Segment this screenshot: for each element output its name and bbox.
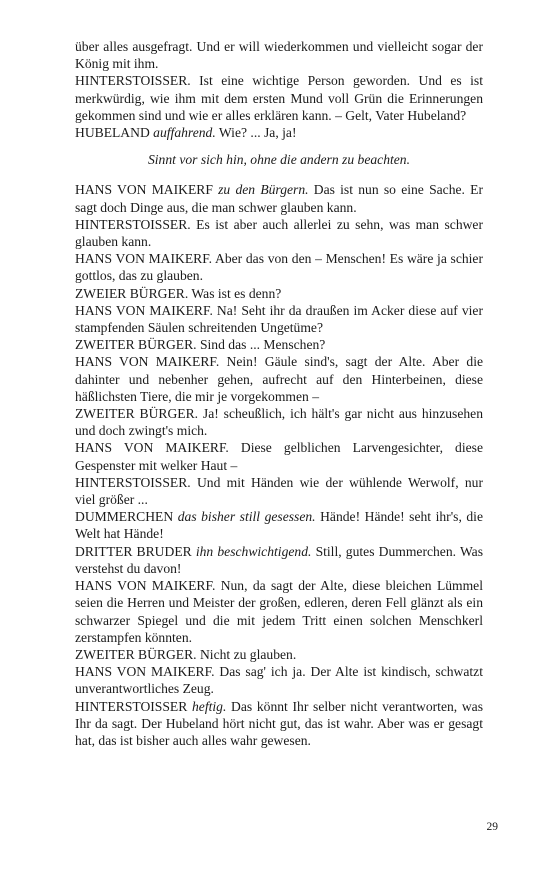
paragraph: ZWEIER BÜRGER. Was ist es denn? bbox=[75, 285, 282, 301]
paragraph: ZWEITER BÜRGER. Ja! scheußlich, ich hält's gar nicht aus hinzusehen und doch zwingt's mich. bbox=[75, 406, 483, 439]
paragraph: ZWEITER BÜRGER. Nicht zu glauben. bbox=[75, 646, 297, 662]
stage-note: zu den Bürgern. bbox=[218, 182, 309, 198]
paragraph: HUBELAND auffahrend. Wie? ... Ja, ja! bbox=[75, 125, 297, 141]
stage-note: auffahrend. bbox=[153, 125, 216, 141]
paragraph: HINTERSTOISSER. Und mit Händen wie der wühlende Werwolf, nur viel größer ... bbox=[75, 474, 483, 508]
stage-note: ihn beschwichtigend. bbox=[195, 543, 312, 559]
paragraph: HANS VON MAIKERF. Na! Seht ihr da draußen im Acker diese auf vier stampfenden Säulen schreitenden Ungetüme? bbox=[75, 302, 483, 336]
paragraph: HINTERSTOISSER heftig. Das könnt Ihr selber nicht verantworten, was Ihr da sagt. Der Hubeland hört nicht gut, das ist wahr. Aber was er gesagt hat, das ist bisher auch alles wahr gewesen. bbox=[75, 698, 484, 748]
paragraph: ZWEITER BÜRGER. Sind das ... Menschen? bbox=[75, 337, 326, 353]
stage-note: heftig. bbox=[191, 698, 227, 714]
paragraph: HANS VON MAIKERF. Diese gelblichen Larvengesichter, diese Gespenster mit welker Haut – bbox=[75, 440, 483, 473]
paragraph: HINTERSTOISSER. Es ist aber auch allerlei zu sehn, was man schwer glauben kann. bbox=[75, 216, 483, 250]
paragraph: über alles ausgefragt. Und er will wiederkommen und vielleicht sogar der König mit ihm. bbox=[75, 39, 483, 72]
paragraph: HANS VON MAIKERF zu den Bürgern. Das ist nun so eine Sache. Er sagt doch Dinge aus, die man schwer glauben kann. bbox=[75, 182, 483, 215]
paragraph: HANS VON MAIKERF. Nein! Gäule sind's, sagt der Alte. Aber die dahinter und nebenher gehen, aufrecht auf den Hinterbeinen, diese häßlichsten Tiere, die mir je vorgekommen – bbox=[75, 354, 483, 404]
paragraph: DRITTER BRUDER ihn beschwichtigend. Still, gutes Dummerchen. Was verstehst du davon! bbox=[75, 543, 484, 576]
page-number: 29 bbox=[486, 821, 498, 833]
play-text bbox=[75, 38, 483, 749]
paragraph: HANS VON MAIKERF. Aber das von den – Menschen! Es wäre ja schier gottlos, das zu glauben. bbox=[75, 251, 483, 284]
paragraph: DUMMERCHEN das bisher still gesessen. Hände! Hände! seht ihr's, die Welt hat Hände! bbox=[75, 509, 483, 542]
paragraph: HANS VON MAIKERF. Nun, da sagt der Alte, diese bleichen Lümmel seien die Herren und Meister der großen, edleren, deren Fell glänzt als ein schwarzer Spiegel und die mit jedem Tritt einen solchen Menschkerl zerstampfen könnten. bbox=[75, 578, 483, 645]
stage-note: das bisher still gesessen. bbox=[177, 509, 316, 525]
paragraph: HINTERSTOISSER. Ist eine wichtige Person geworden. Und es ist merkwürdig, wie ihm mit dem ersten Mund voll Grün die Erinnerungen gekommen sind und wie er alles erklären kann. – Gelt, Vater Hubeland? bbox=[75, 73, 483, 123]
paragraph: HANS VON MAIKERF. Das sag' ich ja. Der Alte ist kindisch, schwatzt unverantwortliches Zeug. bbox=[75, 664, 483, 697]
stage-direction: Sinnt vor sich hin, ohne die andern zu beachten. bbox=[147, 152, 410, 168]
